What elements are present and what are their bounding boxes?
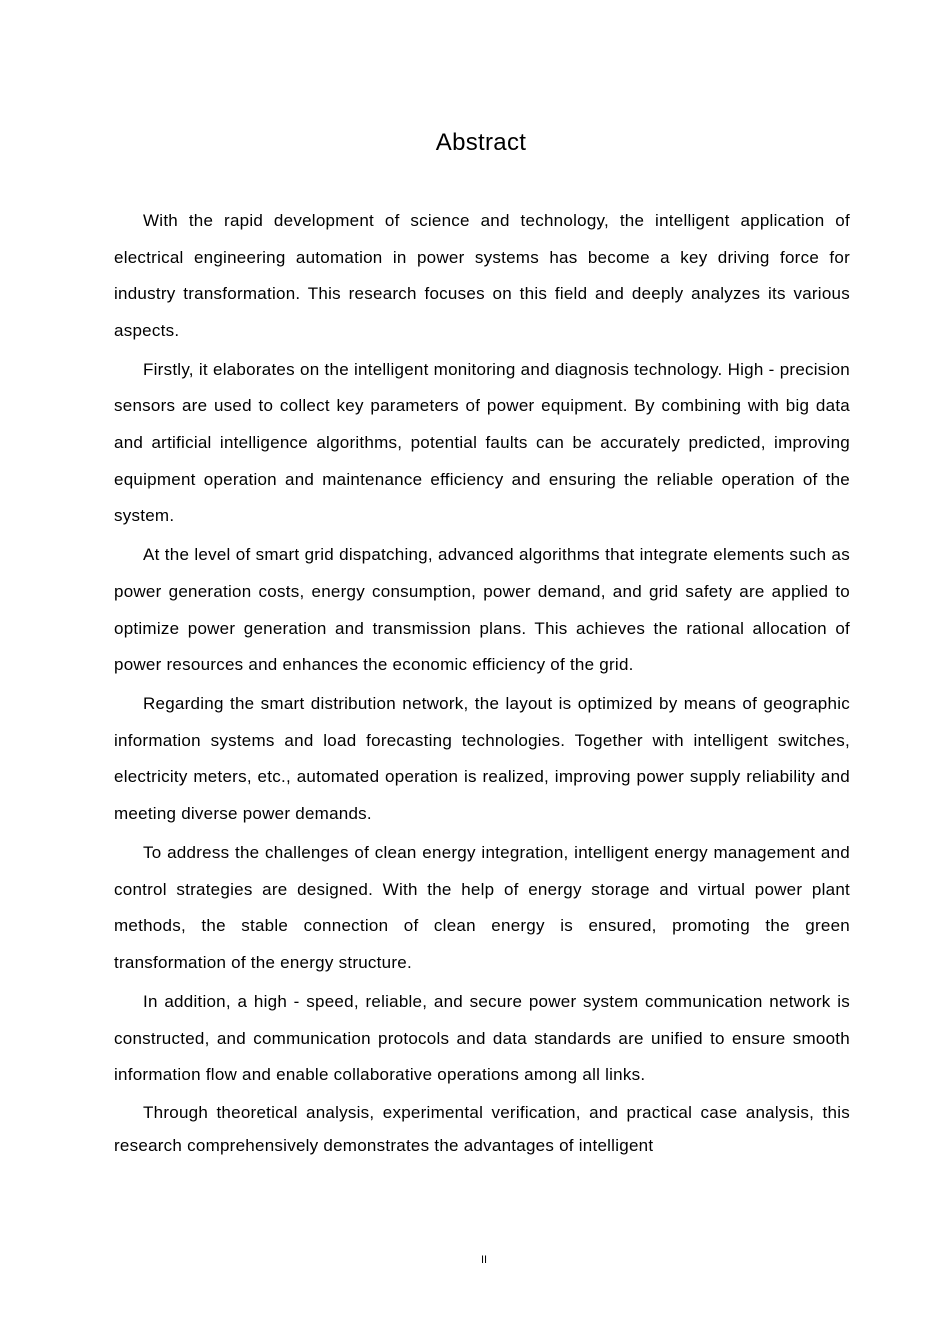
abstract-paragraph-1: With the rapid development of science and technology, the intelligent application of electrical engineering automation in power systems has become a key driving force for industry transformation. This research focuses on this field and deeply analyzes its various aspects.: [114, 211, 850, 340]
abstract-paragraph-6: In addition, a high - speed, reliable, and secure power system communication network is constructed, and communication protocols and data standards are unified to ensure smooth information flow and enable collaborative operations among all links.: [114, 991, 850, 1085]
abstract-paragraph-4: Regarding the smart distribution network, the layout is optimized by means of geographic information systems and load forecasting technologies. Together with intelligent switches, electricity meters, etc., automated operation is realized, improving power supply reliability and meeting diverse power demands.: [114, 694, 850, 823]
abstract-paragraph-3: At the level of smart grid dispatching, advanced algorithms that integrate elements such as power generation costs, energy consumption, power demand, and grid safety are applied to optimize power generation and transmission plans. This achieves the rational allocation of power resources and enhances the economic efficiency of the grid.: [114, 545, 850, 675]
page-title: Abstract: [435, 129, 527, 156]
page-number: II: [480, 1254, 488, 1266]
abstract-paragraph-7: Through theoretical analysis, experimental verification, and practical case analysis, this research comprehensively demonstrates the advantages of intelligent: [114, 1103, 850, 1156]
abstract-paragraph-2: Firstly, it elaborates on the intelligent monitoring and diagnosis technology. High - precision sensors are used to collect key parameters of power equipment. By combining with big data and artificial intelligence algorithms, potential faults can be accurately predicted, improving equipment operation and maintenance efficiency and ensuring the reliable operation of the system.: [114, 359, 850, 526]
abstract-body: [114, 203, 850, 1165]
abstract-paragraph-5: To address the challenges of clean energy integration, intelligent energy management and control strategies are designed. With the help of energy storage and virtual power plant methods, the stable connection of clean energy is ensured, promoting the green transformation of the energy structure.: [114, 843, 850, 972]
